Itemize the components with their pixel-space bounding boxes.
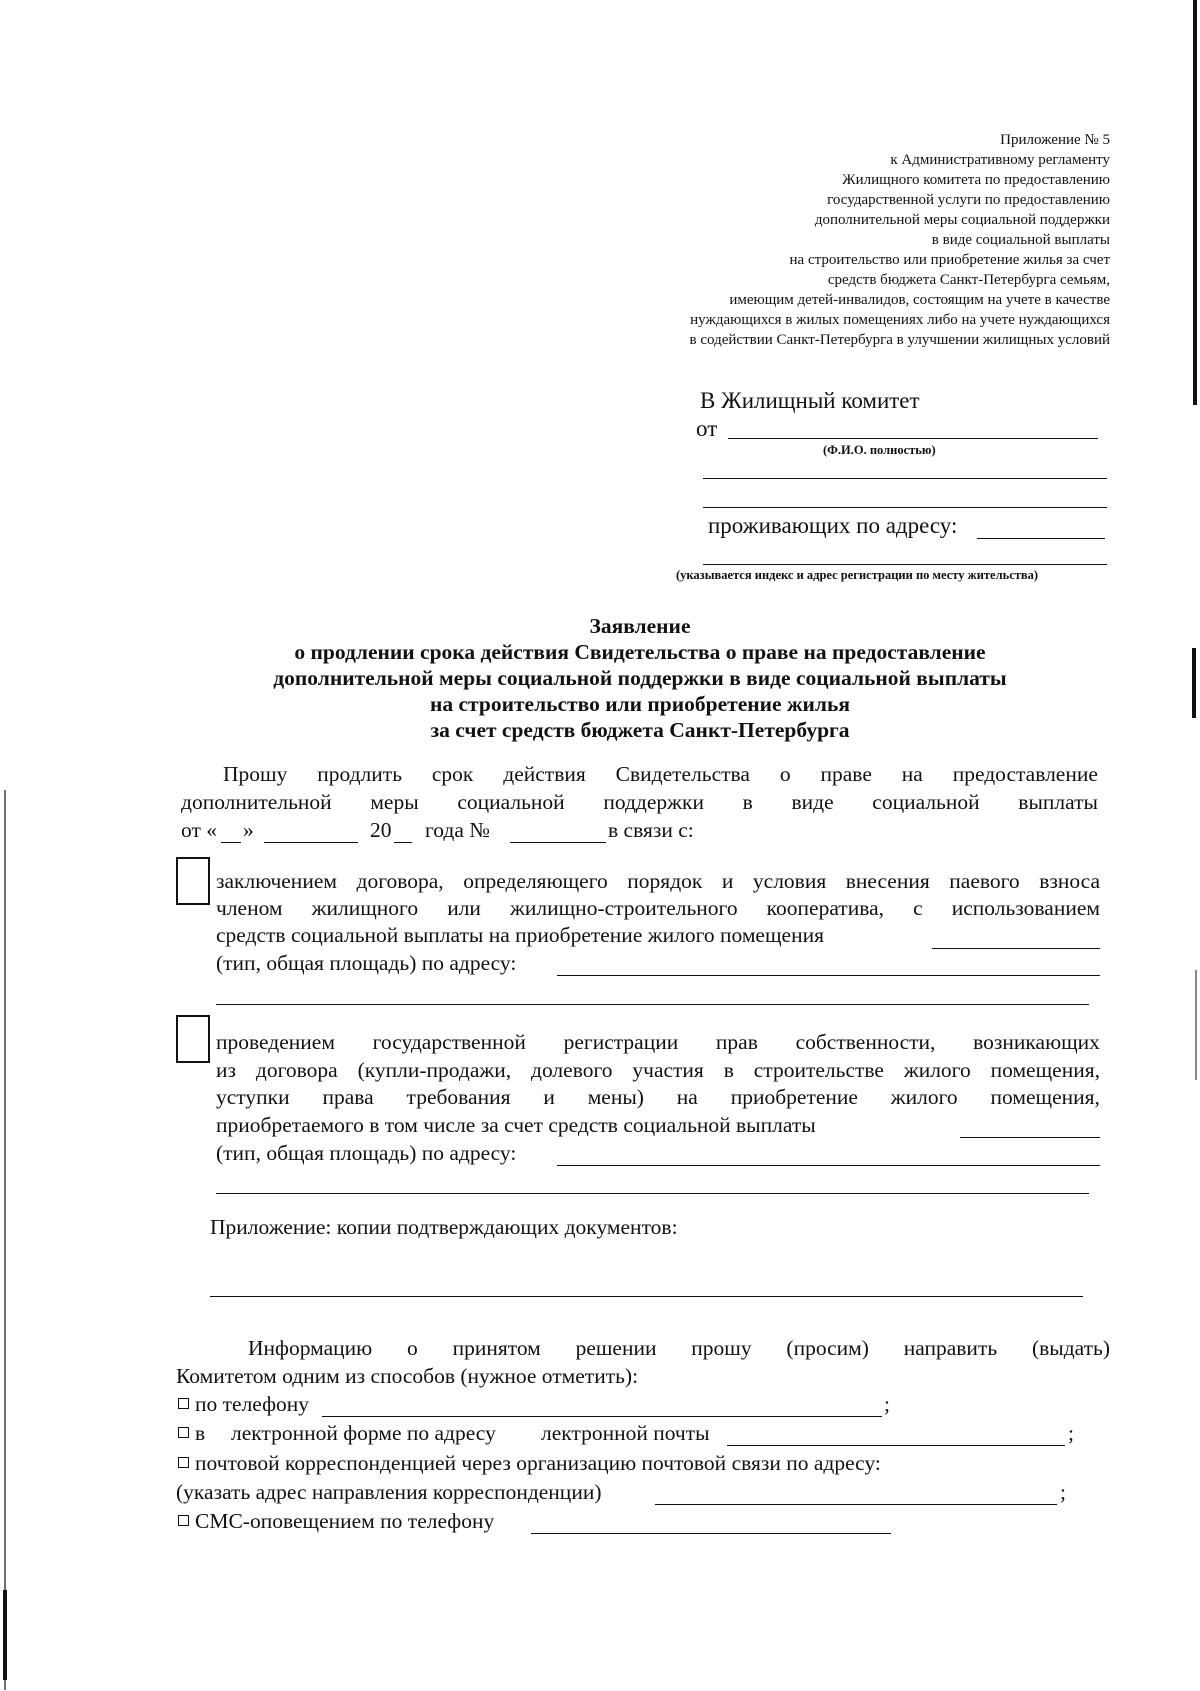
residing-label: проживающих по адресу: [708,513,958,538]
word: в [723,1058,734,1082]
word: праве [820,762,872,786]
from-label: от [696,416,718,441]
word: прав [715,1030,758,1054]
delivery-email-option[interactable] [178,1421,205,1446]
request-line-2 [181,790,1098,815]
word: жилищно-строительного [510,896,738,920]
word: направить [903,1336,998,1360]
option2-line-5: (тип, общая площадь) по адресу: [216,1141,517,1165]
certificate-number-field[interactable] [510,842,606,843]
reason-label: в связи с: [608,818,694,842]
delivery-intro-line-1 [248,1336,1110,1361]
word: паевого [949,869,1020,893]
appendix-line: к Административному регламенту [890,152,1110,168]
post-semicolon: ; [1060,1480,1066,1504]
word: членом [216,896,283,920]
word: (просим) [786,1336,869,1360]
post-checkbox[interactable] [178,1457,189,1468]
word: продлить [317,762,402,786]
word: из [216,1058,236,1082]
word: действия [503,762,586,786]
fio-field[interactable] [728,438,1098,439]
word: меры [370,790,419,814]
word: строительстве [753,1058,884,1082]
appendix-line: в виде социальной выплаты [931,232,1110,248]
fio-field-line3[interactable] [703,507,1107,508]
appendix-line: в содействии Санкт-Петербурга в улучшении жилищных условий [689,332,1110,348]
word: социальной [872,790,980,814]
date-close-quote: » [243,818,254,842]
word: регистрации [563,1030,679,1054]
appendix-line: Приложение № 5 [1000,132,1110,148]
sms-field[interactable] [531,1533,891,1534]
delivery-post-option[interactable] [178,1451,881,1476]
option1-address-field[interactable] [557,975,1100,976]
appendix-line: Жилищного комитета по предоставлению [842,172,1110,188]
word: поддержки [603,790,704,814]
word: кооператива, [766,896,884,920]
option2-line-3 [216,1085,1100,1110]
word: проведением [216,1030,335,1054]
sms-label: СМС-оповещением по телефону [195,1509,495,1533]
attachment-field[interactable] [210,1296,1083,1297]
word: на [676,1085,698,1109]
word: социальной [457,790,565,814]
phone-label: по телефону [195,1392,310,1416]
word: решении [575,1336,657,1360]
attachment-label: Приложение: копии подтверждающих документов: [210,1215,678,1239]
post-address-label: (указать адрес направления корреспонденции) [176,1480,602,1504]
email-field[interactable] [727,1445,1065,1446]
appendix-line: нуждающихся в жилых помещениях либо на учете нуждающихся [690,312,1110,328]
post-label: почтовой корреспонденцией через организацию почтовой связи по адресу: [195,1451,881,1475]
word: дополнительной [181,790,332,814]
word: участия [632,1058,704,1082]
date-day-field[interactable] [221,842,241,843]
word: или [447,896,481,920]
email-checkbox[interactable] [178,1427,189,1438]
title-line: о продлении срока действия Свидетельства о праве на предоставление [294,640,986,664]
date-from-label: от « [181,818,217,842]
title-line: дополнительной меры социальной поддержки в виде социальной выплаты [273,666,1007,690]
fio-caption: (Ф.И.О. полностью) [823,443,936,457]
word: Свидетельства [615,762,750,786]
word: Информацию [248,1336,373,1360]
word: предоставление [952,762,1098,786]
word: жилого [890,1085,958,1109]
word: приобретение [730,1085,858,1109]
delivery-intro-line-2: Комитетом одним из способов (нужное отметить): [176,1364,639,1388]
word: помещения, [990,1085,1100,1109]
word: и [543,1085,555,1109]
word: определяющего [463,869,608,893]
word: жилого [903,1058,971,1082]
scan-edge-mark [1195,970,1197,1080]
word: (выдать) [1031,1336,1110,1360]
email-label-a: в [195,1421,206,1445]
word: о [779,762,791,786]
word: Прошу [223,762,288,786]
word: срок [431,762,474,786]
phone-checkbox[interactable] [178,1398,189,1409]
document-title [0,613,1200,743]
option1-housing-field[interactable] [932,948,1100,949]
word: в [742,790,753,814]
appendix-line: на строительство или приобретение жилья за счет [789,252,1110,268]
option2-address-field[interactable] [557,1165,1100,1166]
option2-line-4: приобретаемого в том числе за счет средств социальной выплаты [216,1113,816,1137]
word: и [721,869,734,893]
option-contract-checkbox[interactable] [176,857,210,905]
year-prefix: 20 [370,818,392,842]
address-field-line2[interactable] [703,564,1107,565]
email-label-c: лектронной почты [541,1421,710,1445]
appendix-line: имеющим детей-инвалидов, состоящим на учете в качестве [729,292,1110,308]
word: уступки [216,1085,290,1109]
word: на [901,762,923,786]
word: выплаты [1018,790,1098,814]
word: внесения [845,869,930,893]
option1-line-1 [216,869,1100,894]
appendix-line: дополнительной меры социальной поддержки [814,212,1110,228]
word: использованием [951,896,1100,920]
word: государственной [372,1030,526,1054]
word: возникающих [973,1030,1100,1054]
word: взноса [1039,869,1100,893]
scan-edge-mark [3,1590,7,1680]
appendix-line: средств бюджета Санкт-Петербурга семьям, [827,272,1110,288]
option2-address-field-line2[interactable] [216,1193,1089,1194]
word: виде [791,790,834,814]
option2-line-2 [216,1058,1100,1083]
word: принятом [452,1336,541,1360]
email-label-b: лектронной форме по адресу [231,1421,496,1445]
word: договора [255,1058,338,1082]
option1-line-3: средств социальной выплаты на приобретение жилого помещения [216,923,824,947]
sms-checkbox[interactable] [178,1515,189,1526]
word: прошу [691,1336,752,1360]
option1-address-field-line2[interactable] [216,1004,1089,1005]
word: помещения, [990,1058,1100,1082]
word: долевого [531,1058,613,1082]
word: о [407,1336,418,1360]
appendix-line: государственной услуги по предоставлению [827,192,1110,208]
address-field[interactable] [977,538,1105,539]
delivery-sms-option[interactable] [178,1509,494,1534]
post-address-field[interactable] [655,1504,1057,1505]
word: требования [406,1085,511,1109]
word: с [913,896,923,920]
scan-edge-mark [4,790,6,1690]
word: жилищного [311,896,419,920]
title-line: за счет средств бюджета Санкт-Петербурга [430,718,850,742]
addressee-to: В Жилищный комитет [700,388,920,413]
year-suffix-field[interactable] [394,842,412,843]
appendix-block [410,130,1110,350]
option-registration-checkbox[interactable] [176,1015,210,1063]
fio-field-line2[interactable] [703,478,1107,479]
word: условия [752,869,827,893]
delivery-phone-option[interactable] [178,1392,309,1417]
email-semicolon: ; [1068,1421,1074,1445]
phone-semicolon: ; [884,1392,890,1416]
phone-field[interactable] [322,1416,882,1417]
word: мены) [587,1085,644,1109]
option2-housing-field[interactable] [960,1137,1100,1138]
word: договора, [356,869,444,893]
title-line: Заявление [589,614,691,638]
number-label: года № [425,818,490,842]
scan-edge-mark [1193,0,1197,405]
title-line: на строительство или приобретение жилья [430,692,850,716]
request-line-1 [223,762,1098,787]
option2-line-1 [216,1030,1100,1055]
word: заключением [216,869,337,893]
date-month-field[interactable] [264,842,358,843]
option1-line-2 [216,896,1100,921]
address-caption: (указывается индекс и адрес регистрации по месту жительства) [676,568,1039,582]
word: собственности, [795,1030,936,1054]
word: (купли-продажи, [357,1058,512,1082]
word: порядок [627,869,703,893]
option1-line-4: (тип, общая площадь) по адресу: [216,951,517,975]
scan-edge-mark [1192,648,1196,718]
word: права [322,1085,374,1109]
